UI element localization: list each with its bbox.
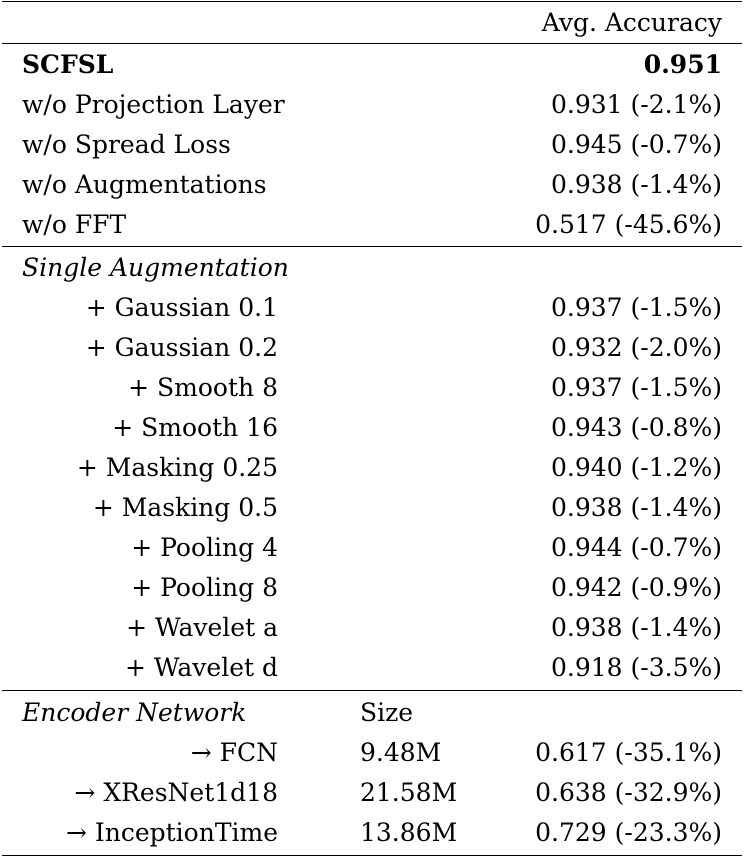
row-label: + Wavelet d: [124, 653, 278, 682]
section-title: Single Augmentation: [22, 253, 289, 282]
row-size: 21.58M: [360, 778, 458, 807]
row-accuracy: 0.940 (-1.2%): [551, 453, 722, 482]
section-rule-encoder-network: [2, 690, 742, 691]
row-accuracy: 0.932 (-2.0%): [551, 333, 722, 362]
row-label: + Pooling 8: [131, 573, 278, 602]
row-label: + Smooth 16: [112, 413, 278, 442]
section-title: Encoder Network: [22, 698, 247, 727]
row-label: SCFSL: [22, 50, 114, 79]
row-label: w/o Augmentations: [22, 170, 267, 199]
table-row: [0, 608, 745, 648]
top-rule: [2, 1, 742, 2]
section-rule-single-augmentation: [2, 246, 742, 247]
row-accuracy: 0.937 (-1.5%): [551, 373, 722, 402]
table-row: [0, 205, 745, 245]
table-row: [0, 408, 745, 448]
row-label: + Masking 0.25: [76, 453, 278, 482]
row-label: → FCN: [190, 738, 278, 767]
row-label: w/o Projection Layer: [22, 90, 285, 119]
row-accuracy: 0.938 (-1.4%): [551, 613, 722, 642]
table-row: [0, 648, 745, 688]
table-row: [0, 488, 745, 528]
row-label: + Smooth 8: [128, 373, 278, 402]
table-row: [0, 85, 745, 125]
row-accuracy: 0.942 (-0.9%): [551, 573, 722, 602]
avg-accuracy-header: Avg. Accuracy: [541, 8, 722, 37]
row-label: → InceptionTime: [65, 818, 278, 847]
row-accuracy: 0.729 (-23.3%): [535, 818, 722, 847]
row-accuracy: 0.938 (-1.4%): [551, 493, 722, 522]
row-label: w/o Spread Loss: [22, 130, 231, 159]
row-accuracy: 0.951: [643, 50, 722, 79]
row-accuracy: 0.931 (-2.1%): [551, 90, 722, 119]
row-accuracy: 0.943 (-0.8%): [551, 413, 722, 442]
row-label: + Gaussian 0.2: [85, 333, 278, 362]
row-label: + Pooling 4: [131, 533, 278, 562]
row-accuracy: 0.944 (-0.7%): [551, 533, 722, 562]
table-row: [0, 528, 745, 568]
section-header-single-augmentation: [0, 248, 745, 288]
table-row: [0, 773, 745, 813]
row-label: → XResNet1d18: [74, 778, 278, 807]
table-row: [0, 568, 745, 608]
row-label: + Gaussian 0.1: [85, 293, 278, 322]
table-row: [0, 165, 745, 205]
table-row: [0, 125, 745, 165]
header-rule: [2, 43, 742, 44]
size-header: Size: [360, 698, 414, 727]
row-accuracy: 0.517 (-45.6%): [535, 210, 722, 239]
table-row: [0, 45, 745, 85]
row-accuracy: 0.918 (-3.5%): [551, 653, 722, 682]
row-accuracy: 0.638 (-32.9%): [535, 778, 722, 807]
table-row: [0, 368, 745, 408]
header-row: [0, 3, 745, 43]
table-row: [0, 288, 745, 328]
table-row: [0, 813, 745, 853]
row-accuracy: 0.938 (-1.4%): [551, 170, 722, 199]
row-size: 13.86M: [360, 818, 458, 847]
table-row: [0, 733, 745, 773]
row-size: 9.48M: [360, 738, 442, 767]
row-accuracy: 0.617 (-35.1%): [535, 738, 722, 767]
bottom-rule: [2, 855, 742, 856]
row-label: + Wavelet a: [126, 613, 278, 642]
section-header-encoder-network: [0, 693, 745, 733]
table-row: [0, 448, 745, 488]
row-label: + Masking 0.5: [92, 493, 278, 522]
row-accuracy: 0.945 (-0.7%): [551, 130, 722, 159]
table-row: [0, 328, 745, 368]
row-label: w/o FFT: [22, 210, 127, 239]
row-accuracy: 0.937 (-1.5%): [551, 293, 722, 322]
